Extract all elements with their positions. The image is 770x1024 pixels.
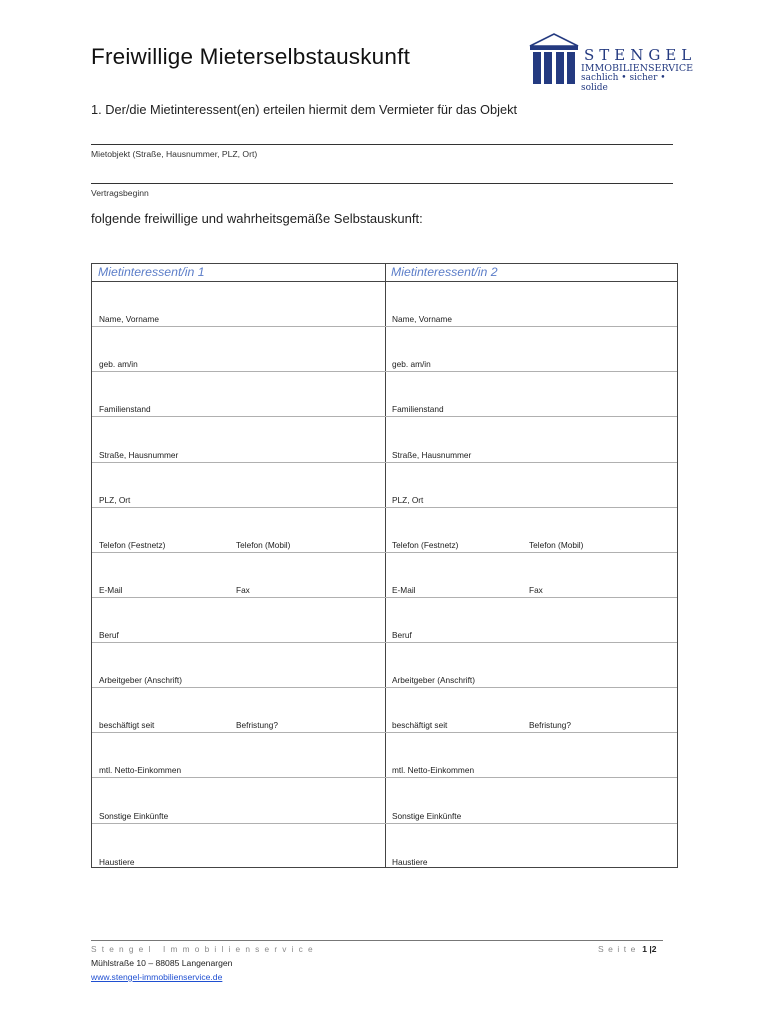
form-field-cell[interactable] — [92, 688, 385, 733]
applicant-2-column — [385, 264, 677, 867]
applicant-form-table — [91, 263, 678, 868]
field-label: Straße, Hausnummer — [392, 449, 472, 460]
field-label: geb. am/in — [392, 359, 431, 370]
field-label-secondary: Telefon (Mobil) — [529, 539, 584, 550]
applicant-2-header: Mietinteressent/in 2 — [385, 264, 677, 282]
form-field-cell[interactable] — [92, 824, 385, 869]
form-field-cell[interactable] — [92, 778, 385, 823]
logo-subtitle: IMMOBILIENSERVICE — [581, 63, 694, 74]
field-label: beschäftigt seit — [99, 720, 155, 731]
form-field-cell[interactable] — [92, 417, 385, 462]
field-label: mtl. Netto-Einkommen — [392, 765, 475, 776]
form-field-cell[interactable] — [385, 508, 677, 553]
applicant-2-cells — [385, 282, 677, 869]
field-label-secondary: Fax — [236, 584, 250, 595]
form-field-cell[interactable] — [92, 372, 385, 417]
vertragsbeginn-label: Vertragsbeginn — [91, 188, 149, 198]
field-label: Sonstige Einkünfte — [99, 810, 169, 821]
field-label: Telefon (Festnetz) — [99, 539, 166, 550]
form-field-cell[interactable] — [385, 282, 677, 327]
intro-text: 1. Der/die Mietinteressent(en) erteilen hiermit dem Vermieter für das Objekt — [91, 102, 518, 117]
building-logo-icon — [528, 32, 580, 88]
form-field-cell[interactable] — [92, 553, 385, 598]
field-label: Familienstand — [99, 404, 151, 415]
form-field-cell[interactable] — [385, 733, 677, 778]
field-label: Arbeitgeber (Anschrift) — [99, 675, 183, 686]
field-label-secondary: Befristung? — [529, 720, 571, 731]
field-label: Telefon (Festnetz) — [392, 539, 459, 550]
website-link[interactable]: www.stengel-immobilienservice.de — [91, 972, 223, 982]
document-title: Freiwillige Mieterselbstauskunft — [91, 44, 411, 69]
footer-address: Mühlstraße 10 – 88085 Langenargen — [91, 958, 233, 968]
field-label: Arbeitgeber (Anschrift) — [392, 675, 476, 686]
field-label: PLZ, Ort — [99, 494, 131, 505]
field-label: PLZ, Ort — [392, 494, 424, 505]
field-label-secondary: Fax — [529, 584, 543, 595]
company-logo — [528, 32, 697, 93]
form-field-cell[interactable] — [385, 327, 677, 372]
form-field-cell[interactable] — [92, 598, 385, 643]
form-field-cell[interactable] — [385, 463, 677, 508]
form-field-cell[interactable] — [385, 598, 677, 643]
field-label: beschäftigt seit — [392, 720, 448, 731]
footer-company-name: Stengel Immobilienservice — [91, 944, 318, 954]
page-word: Seite — [598, 944, 640, 954]
field-label: Beruf — [99, 630, 119, 640]
applicant-1-cells — [92, 282, 385, 869]
field-label: mtl. Netto-Einkommen — [99, 765, 182, 776]
form-field-cell[interactable] — [385, 688, 677, 733]
page-total: 2 — [651, 944, 657, 954]
form-field-cell[interactable] — [92, 327, 385, 372]
form-field-cell[interactable] — [385, 643, 677, 688]
field-label-secondary: Befristung? — [236, 720, 278, 731]
logo-name: STENGEL — [584, 46, 697, 64]
field-label: Haustiere — [99, 856, 135, 867]
mietobjekt-fill-line[interactable] — [91, 144, 673, 145]
field-label: Name, Vorname — [392, 314, 452, 325]
page-number — [598, 944, 656, 954]
applicant-1-column — [92, 264, 386, 867]
field-label: Straße, Hausnummer — [99, 449, 179, 460]
field-label: Name, Vorname — [99, 314, 159, 325]
field-label: E-Mail — [392, 584, 416, 595]
form-field-cell[interactable] — [92, 282, 385, 327]
field-label: E-Mail — [99, 584, 123, 595]
form-field-cell[interactable] — [385, 824, 677, 869]
logo-tagline: sachlich • sicher • solide — [581, 73, 666, 93]
page-separator: | — [649, 944, 652, 954]
form-field-cell[interactable] — [92, 508, 385, 553]
form-field-cell[interactable] — [385, 778, 677, 823]
form-field-cell[interactable] — [385, 417, 677, 462]
field-label: Haustiere — [392, 856, 428, 867]
page-current: 1 — [642, 944, 647, 954]
field-label: Sonstige Einkünfte — [392, 810, 462, 821]
mietobjekt-label: Mietobjekt (Straße, Hausnummer, PLZ, Ort) — [91, 149, 258, 159]
declaration-text: folgende freiwillige und wahrheitsgemäße Selbstauskunft: — [91, 211, 423, 226]
vertragsbeginn-fill-line[interactable] — [91, 183, 673, 184]
field-label: Beruf — [392, 630, 412, 640]
footer-divider — [91, 940, 663, 941]
field-label-secondary: Telefon (Mobil) — [236, 539, 291, 550]
form-field-cell[interactable] — [92, 733, 385, 778]
field-label: Familienstand — [392, 404, 444, 415]
applicant-1-header: Mietinteressent/in 1 — [92, 264, 385, 282]
form-field-cell[interactable] — [385, 372, 677, 417]
form-field-cell[interactable] — [92, 463, 385, 508]
form-field-cell[interactable] — [92, 643, 385, 688]
form-field-cell[interactable] — [385, 553, 677, 598]
field-label: geb. am/in — [99, 359, 138, 370]
